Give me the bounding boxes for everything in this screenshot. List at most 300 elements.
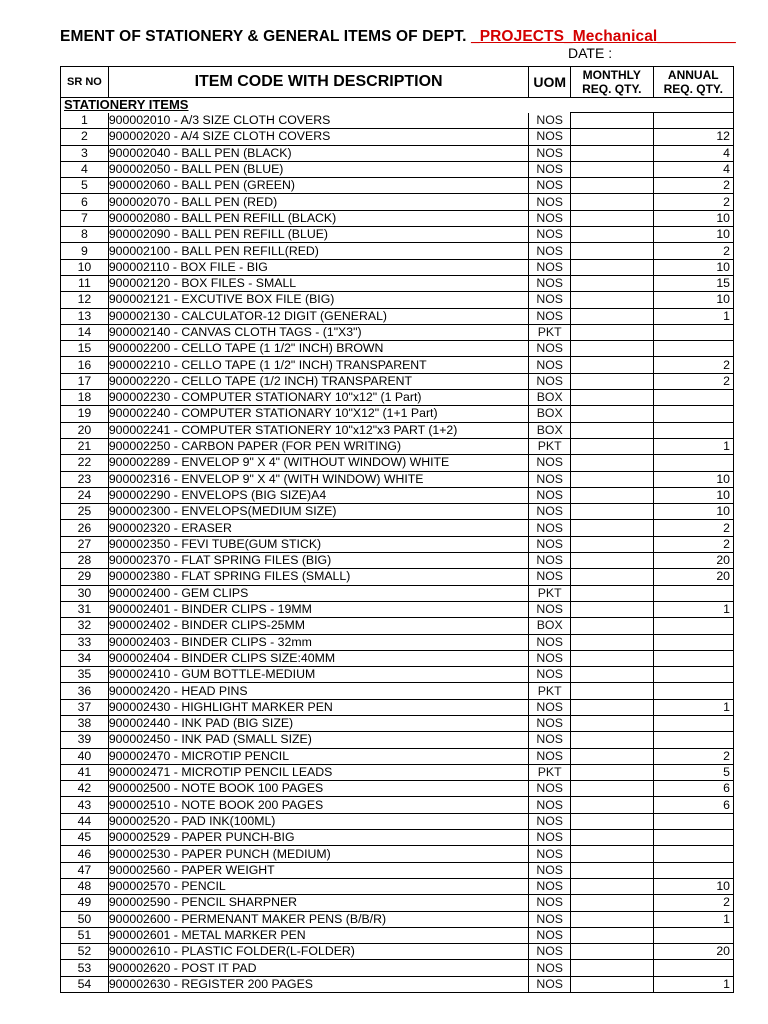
description-cell: 900002230 - COMPUTER STATIONARY 10"x12" (1 Part) xyxy=(108,390,528,406)
col-header-sr-no: SR NO xyxy=(61,67,109,98)
annual-qty-cell: 20 xyxy=(653,944,733,960)
table-row xyxy=(61,830,734,846)
table-row xyxy=(61,797,734,813)
uom-cell: NOS xyxy=(529,862,571,878)
annual-qty-cell xyxy=(653,618,733,634)
monthly-qty-cell xyxy=(571,846,653,862)
uom-cell: NOS xyxy=(529,699,571,715)
description-cell: 900002060 - BALL PEN (GREEN) xyxy=(108,178,528,194)
description-cell: 900002560 - PAPER WEIGHT xyxy=(108,862,528,878)
annual-qty-cell: 12 xyxy=(653,129,733,145)
uom-cell: NOS xyxy=(529,634,571,650)
sr-no-cell: 1 xyxy=(61,113,109,129)
monthly-qty-cell xyxy=(571,569,653,585)
uom-cell: NOS xyxy=(529,471,571,487)
annual-qty-cell xyxy=(653,813,733,829)
monthly-qty-cell xyxy=(571,422,653,438)
uom-cell: NOS xyxy=(529,781,571,797)
annual-qty-cell: 2 xyxy=(653,243,733,259)
table-row xyxy=(61,536,734,552)
table-row xyxy=(61,976,734,992)
table-row xyxy=(61,846,734,862)
table-row xyxy=(61,634,734,650)
description-cell: 900002570 - PENCIL xyxy=(108,878,528,894)
uom-cell: NOS xyxy=(529,308,571,324)
annual-qty-cell xyxy=(653,585,733,601)
monthly-qty-cell xyxy=(571,797,653,813)
monthly-qty-cell xyxy=(571,553,653,569)
sr-no-cell: 23 xyxy=(61,471,109,487)
monthly-qty-cell xyxy=(571,210,653,226)
table-row xyxy=(61,895,734,911)
description-cell: 900002121 - EXCUTIVE BOX FILE (BIG) xyxy=(108,292,528,308)
annual-qty-cell: 2 xyxy=(653,194,733,210)
document-title xyxy=(60,28,768,46)
sr-no-cell: 41 xyxy=(61,764,109,780)
table-row xyxy=(61,585,734,601)
sr-no-cell: 42 xyxy=(61,781,109,797)
monthly-qty-cell xyxy=(571,373,653,389)
description-cell: 900002220 - CELLO TAPE (1/2 INCH) TRANSPARENT xyxy=(108,373,528,389)
sr-no-cell: 5 xyxy=(61,178,109,194)
sr-no-cell: 54 xyxy=(61,976,109,992)
description-cell: 900002400 - GEM CLIPS xyxy=(108,585,528,601)
annual-qty-cell: 10 xyxy=(653,210,733,226)
uom-cell: NOS xyxy=(529,927,571,943)
table-row xyxy=(61,813,734,829)
department-name: _PROJECTS_Mechanical_________ xyxy=(470,28,736,45)
sr-no-cell: 52 xyxy=(61,944,109,960)
table-row xyxy=(61,748,734,764)
table-row xyxy=(61,145,734,161)
table-row xyxy=(61,113,734,129)
monthly-qty-cell xyxy=(571,976,653,992)
sr-no-cell: 24 xyxy=(61,487,109,503)
uom-cell: PKT xyxy=(529,585,571,601)
table-row xyxy=(61,406,734,422)
description-cell: 900002500 - NOTE BOOK 100 PAGES xyxy=(108,781,528,797)
sr-no-cell: 15 xyxy=(61,341,109,357)
sr-no-cell: 29 xyxy=(61,569,109,585)
monthly-qty-cell xyxy=(571,911,653,927)
sr-no-cell: 18 xyxy=(61,390,109,406)
annual-qty-cell: 1 xyxy=(653,601,733,617)
uom-cell: BOX xyxy=(529,422,571,438)
uom-cell: NOS xyxy=(529,976,571,992)
monthly-qty-cell xyxy=(571,438,653,454)
annual-qty-cell xyxy=(653,830,733,846)
description-cell: 900002120 - BOX FILES - SMALL xyxy=(108,275,528,291)
sr-no-cell: 34 xyxy=(61,650,109,666)
sr-no-cell: 51 xyxy=(61,927,109,943)
description-cell: 900002040 - BALL PEN (BLACK) xyxy=(108,145,528,161)
monthly-qty-cell xyxy=(571,504,653,520)
monthly-qty-cell xyxy=(571,161,653,177)
table-row xyxy=(61,422,734,438)
annual-qty-cell: 10 xyxy=(653,878,733,894)
table-row xyxy=(61,194,734,210)
table-row xyxy=(61,129,734,145)
table-row xyxy=(61,715,734,731)
table-row xyxy=(61,699,734,715)
monthly-qty-cell xyxy=(571,308,653,324)
table-row xyxy=(61,944,734,960)
sr-no-cell: 33 xyxy=(61,634,109,650)
monthly-qty-cell xyxy=(571,764,653,780)
annual-qty-cell: 10 xyxy=(653,471,733,487)
monthly-qty-cell xyxy=(571,895,653,911)
table-row xyxy=(61,324,734,340)
monthly-qty-cell xyxy=(571,927,653,943)
description-cell: 900002402 - BINDER CLIPS-25MM xyxy=(108,618,528,634)
monthly-qty-cell xyxy=(571,471,653,487)
monthly-qty-cell xyxy=(571,275,653,291)
annual-qty-cell xyxy=(653,927,733,943)
sr-no-cell: 49 xyxy=(61,895,109,911)
description-cell: 900002250 - CARBON PAPER (FOR PEN WRITING) xyxy=(108,438,528,454)
annual-qty-cell: 20 xyxy=(653,569,733,585)
annual-qty-cell: 2 xyxy=(653,520,733,536)
description-cell: 900002529 - PAPER PUNCH-BIG xyxy=(108,830,528,846)
table-row xyxy=(61,275,734,291)
description-cell: 900002140 - CANVAS CLOTH TAGS - (1"X3") xyxy=(108,324,528,340)
description-cell: 900002404 - BINDER CLIPS SIZE:40MM xyxy=(108,650,528,666)
sr-no-cell: 20 xyxy=(61,422,109,438)
uom-cell: NOS xyxy=(529,455,571,471)
annual-qty-cell: 15 xyxy=(653,275,733,291)
sr-no-cell: 40 xyxy=(61,748,109,764)
annual-qty-cell xyxy=(653,390,733,406)
description-cell: 900002520 - PAD INK(100ML) xyxy=(108,813,528,829)
uom-cell: NOS xyxy=(529,748,571,764)
sr-no-cell: 9 xyxy=(61,243,109,259)
sr-no-cell: 30 xyxy=(61,585,109,601)
annual-qty-cell xyxy=(653,455,733,471)
description-cell: 900002620 - POST IT PAD xyxy=(108,960,528,976)
uom-cell: NOS xyxy=(529,732,571,748)
description-cell: 900002470 - MICROTIP PENCIL xyxy=(108,748,528,764)
uom-cell: NOS xyxy=(529,210,571,226)
uom-cell: BOX xyxy=(529,390,571,406)
table-row xyxy=(61,927,734,943)
annual-qty-cell xyxy=(653,406,733,422)
table-row xyxy=(61,569,734,585)
annual-qty-cell xyxy=(653,341,733,357)
table-row xyxy=(61,960,734,976)
uom-cell: NOS xyxy=(529,830,571,846)
monthly-qty-cell xyxy=(571,341,653,357)
description-cell: 900002440 - INK PAD (BIG SIZE) xyxy=(108,715,528,731)
description-cell: 900002316 - ENVELOP 9" X 4" (WITH WINDOW) WHITE xyxy=(108,471,528,487)
uom-cell: NOS xyxy=(529,667,571,683)
sr-no-cell: 46 xyxy=(61,846,109,862)
monthly-qty-cell xyxy=(571,862,653,878)
description-cell: 900002320 - ERASER xyxy=(108,520,528,536)
table-row xyxy=(61,781,734,797)
table-row xyxy=(61,862,734,878)
date-label: DATE : xyxy=(568,45,613,61)
sr-no-cell: 39 xyxy=(61,732,109,748)
annual-qty-cell: 20 xyxy=(653,553,733,569)
sr-no-cell: 4 xyxy=(61,161,109,177)
uom-cell: NOS xyxy=(529,960,571,976)
uom-cell: PKT xyxy=(529,438,571,454)
sr-no-cell: 36 xyxy=(61,683,109,699)
monthly-qty-cell xyxy=(571,634,653,650)
uom-cell: NOS xyxy=(529,895,571,911)
sr-no-cell: 12 xyxy=(61,292,109,308)
annual-qty-cell: 10 xyxy=(653,292,733,308)
description-cell: 900002510 - NOTE BOOK 200 PAGES xyxy=(108,797,528,813)
monthly-qty-cell xyxy=(571,536,653,552)
description-cell: 900002290 - ENVELOPS (BIG SIZE)A4 xyxy=(108,487,528,503)
description-cell: 900002210 - CELLO TAPE (1 1/2" INCH) TRANSPARENT xyxy=(108,357,528,373)
annual-qty-cell: 1 xyxy=(653,699,733,715)
annual-qty-cell xyxy=(653,650,733,666)
monthly-qty-cell xyxy=(571,944,653,960)
annual-qty-cell xyxy=(653,634,733,650)
col-header-monthly xyxy=(571,67,653,98)
uom-cell: NOS xyxy=(529,129,571,145)
uom-cell: NOS xyxy=(529,145,571,161)
uom-cell: NOS xyxy=(529,178,571,194)
table-row xyxy=(61,618,734,634)
sr-no-cell: 26 xyxy=(61,520,109,536)
table-row xyxy=(61,227,734,243)
table-row xyxy=(61,471,734,487)
sr-no-cell: 48 xyxy=(61,878,109,894)
annual-qty-cell: 10 xyxy=(653,227,733,243)
monthly-qty-cell xyxy=(571,830,653,846)
annual-qty-cell: 1 xyxy=(653,438,733,454)
sr-no-cell: 14 xyxy=(61,324,109,340)
monthly-qty-cell xyxy=(571,732,653,748)
col-header-monthly-line2: REQ. QTY. xyxy=(582,82,642,96)
monthly-qty-cell xyxy=(571,227,653,243)
uom-cell: NOS xyxy=(529,357,571,373)
description-cell: 900002430 - HIGHLIGHT MARKER PEN xyxy=(108,699,528,715)
description-cell: 900002601 - METAL MARKER PEN xyxy=(108,927,528,943)
description-cell: 900002020 - A/4 SIZE CLOTH COVERS xyxy=(108,129,528,145)
uom-cell: PKT xyxy=(529,683,571,699)
col-header-description: ITEM CODE WITH DESCRIPTION xyxy=(108,67,528,98)
uom-cell: NOS xyxy=(529,227,571,243)
uom-cell: NOS xyxy=(529,569,571,585)
sr-no-cell: 19 xyxy=(61,406,109,422)
table-row xyxy=(61,438,734,454)
description-cell: 900002610 - PLASTIC FOLDER(L-FOLDER) xyxy=(108,944,528,960)
annual-qty-cell xyxy=(653,113,733,129)
description-cell: 900002471 - MICROTIP PENCIL LEADS xyxy=(108,764,528,780)
description-cell: 900002200 - CELLO TAPE (1 1/2" INCH) BROWN xyxy=(108,341,528,357)
title-prefix: EMENT OF STATIONERY & GENERAL ITEMS OF DEPT. xyxy=(60,28,471,45)
uom-cell: NOS xyxy=(529,341,571,357)
monthly-qty-cell xyxy=(571,618,653,634)
annual-qty-cell xyxy=(653,960,733,976)
monthly-qty-cell xyxy=(571,113,653,129)
sr-no-cell: 27 xyxy=(61,536,109,552)
monthly-qty-cell xyxy=(571,878,653,894)
table-row xyxy=(61,292,734,308)
sr-no-cell: 2 xyxy=(61,129,109,145)
monthly-qty-cell xyxy=(571,292,653,308)
monthly-qty-cell xyxy=(571,194,653,210)
uom-cell: PKT xyxy=(529,324,571,340)
annual-qty-cell: 1 xyxy=(653,308,733,324)
sr-no-cell: 53 xyxy=(61,960,109,976)
table-row xyxy=(61,487,734,503)
description-cell: 900002630 - REGISTER 200 PAGES xyxy=(108,976,528,992)
description-cell: 900002300 - ENVELOPS(MEDIUM SIZE) xyxy=(108,504,528,520)
annual-qty-cell: 10 xyxy=(653,259,733,275)
description-cell: 900002450 - INK PAD (SMALL SIZE) xyxy=(108,732,528,748)
uom-cell: NOS xyxy=(529,911,571,927)
annual-qty-cell xyxy=(653,667,733,683)
sr-no-cell: 13 xyxy=(61,308,109,324)
monthly-qty-cell xyxy=(571,406,653,422)
monthly-qty-cell xyxy=(571,781,653,797)
uom-cell: PKT xyxy=(529,764,571,780)
annual-qty-cell: 4 xyxy=(653,145,733,161)
sr-no-cell: 16 xyxy=(61,357,109,373)
table-row xyxy=(61,210,734,226)
annual-qty-cell: 2 xyxy=(653,373,733,389)
sr-no-cell: 21 xyxy=(61,438,109,454)
uom-cell: NOS xyxy=(529,715,571,731)
description-cell: 900002401 - BINDER CLIPS - 19MM xyxy=(108,601,528,617)
description-cell: 900002080 - BALL PEN REFILL (BLACK) xyxy=(108,210,528,226)
sr-no-cell: 3 xyxy=(61,145,109,161)
monthly-qty-cell xyxy=(571,699,653,715)
sr-no-cell: 10 xyxy=(61,259,109,275)
uom-cell: NOS xyxy=(529,846,571,862)
stationery-table xyxy=(60,66,734,993)
uom-cell: NOS xyxy=(529,275,571,291)
uom-cell: NOS xyxy=(529,944,571,960)
table-row xyxy=(61,390,734,406)
sr-no-cell: 17 xyxy=(61,373,109,389)
monthly-qty-cell xyxy=(571,129,653,145)
monthly-qty-cell xyxy=(571,813,653,829)
description-cell: 900002241 - COMPUTER STATIONERY 10"x12"x3 PART (1+2) xyxy=(108,422,528,438)
monthly-qty-cell xyxy=(571,601,653,617)
description-cell: 900002010 - A/3 SIZE CLOTH COVERS xyxy=(108,113,528,129)
table-row xyxy=(61,650,734,666)
description-cell: 900002380 - FLAT SPRING FILES (SMALL) xyxy=(108,569,528,585)
annual-qty-cell: 2 xyxy=(653,178,733,194)
table-row xyxy=(61,520,734,536)
description-cell: 900002070 - BALL PEN (RED) xyxy=(108,194,528,210)
section-row xyxy=(61,98,734,113)
uom-cell: BOX xyxy=(529,618,571,634)
description-cell: 900002530 - PAPER PUNCH (MEDIUM) xyxy=(108,846,528,862)
table-row xyxy=(61,341,734,357)
table-row xyxy=(61,259,734,275)
annual-qty-cell: 2 xyxy=(653,357,733,373)
sr-no-cell: 35 xyxy=(61,667,109,683)
monthly-qty-cell xyxy=(571,455,653,471)
table-row xyxy=(61,553,734,569)
col-header-monthly-line1: MONTHLY xyxy=(582,68,641,82)
description-cell: 900002420 - HEAD PINS xyxy=(108,683,528,699)
annual-qty-cell: 2 xyxy=(653,748,733,764)
annual-qty-cell: 10 xyxy=(653,487,733,503)
description-cell: 900002590 - PENCIL SHARPNER xyxy=(108,895,528,911)
description-cell: 900002370 - FLAT SPRING FILES (BIG) xyxy=(108,553,528,569)
annual-qty-cell xyxy=(653,715,733,731)
annual-qty-cell: 4 xyxy=(653,161,733,177)
monthly-qty-cell xyxy=(571,178,653,194)
monthly-qty-cell xyxy=(571,748,653,764)
annual-qty-cell: 6 xyxy=(653,781,733,797)
sr-no-cell: 38 xyxy=(61,715,109,731)
annual-qty-cell xyxy=(653,324,733,340)
monthly-qty-cell xyxy=(571,145,653,161)
table-header-row xyxy=(61,67,734,98)
uom-cell: NOS xyxy=(529,504,571,520)
description-cell: 900002410 - GUM BOTTLE-MEDIUM xyxy=(108,667,528,683)
table-row xyxy=(61,732,734,748)
description-cell: 900002130 - CALCULATOR-12 DIGIT (GENERAL) xyxy=(108,308,528,324)
monthly-qty-cell xyxy=(571,324,653,340)
uom-cell: NOS xyxy=(529,373,571,389)
monthly-qty-cell xyxy=(571,585,653,601)
sr-no-cell: 44 xyxy=(61,813,109,829)
uom-cell: NOS xyxy=(529,813,571,829)
uom-cell: NOS xyxy=(529,601,571,617)
table-row xyxy=(61,504,734,520)
annual-qty-cell xyxy=(653,732,733,748)
col-header-annual xyxy=(653,67,733,98)
sr-no-cell: 32 xyxy=(61,618,109,634)
uom-cell: NOS xyxy=(529,797,571,813)
monthly-qty-cell xyxy=(571,683,653,699)
monthly-qty-cell xyxy=(571,960,653,976)
annual-qty-cell: 6 xyxy=(653,797,733,813)
monthly-qty-cell xyxy=(571,357,653,373)
table-row xyxy=(61,178,734,194)
annual-qty-cell: 1 xyxy=(653,976,733,992)
uom-cell: NOS xyxy=(529,292,571,308)
annual-qty-cell: 1 xyxy=(653,911,733,927)
description-cell: 900002240 - COMPUTER STATIONARY 10"X12" (1+1 Part) xyxy=(108,406,528,422)
uom-cell: NOS xyxy=(529,878,571,894)
sr-no-cell: 47 xyxy=(61,862,109,878)
monthly-qty-cell xyxy=(571,487,653,503)
uom-cell: NOS xyxy=(529,553,571,569)
annual-qty-cell: 2 xyxy=(653,895,733,911)
sr-no-cell: 11 xyxy=(61,275,109,291)
uom-cell: NOS xyxy=(529,259,571,275)
annual-qty-cell xyxy=(653,422,733,438)
description-cell: 900002100 - BALL PEN REFILL(RED) xyxy=(108,243,528,259)
sr-no-cell: 28 xyxy=(61,553,109,569)
sr-no-cell: 25 xyxy=(61,504,109,520)
uom-cell: NOS xyxy=(529,520,571,536)
uom-cell: NOS xyxy=(529,161,571,177)
sr-no-cell: 6 xyxy=(61,194,109,210)
annual-qty-cell xyxy=(653,683,733,699)
table-row xyxy=(61,878,734,894)
table-row xyxy=(61,455,734,471)
section-title: STATIONERY ITEMS xyxy=(61,98,734,113)
table-row xyxy=(61,911,734,927)
uom-cell: BOX xyxy=(529,406,571,422)
table-row xyxy=(61,683,734,699)
uom-cell: NOS xyxy=(529,487,571,503)
description-cell: 900002110 - BOX FILE - BIG xyxy=(108,259,528,275)
monthly-qty-cell xyxy=(571,259,653,275)
